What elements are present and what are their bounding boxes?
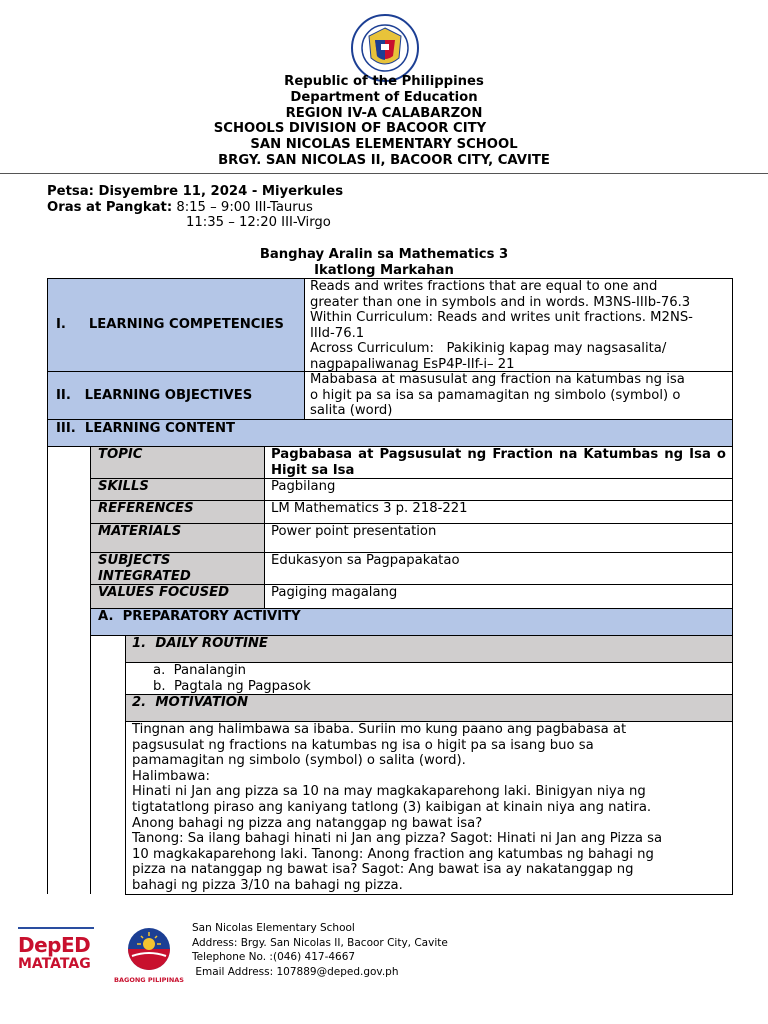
bagong-pilipinas-emblem-icon <box>110 926 188 972</box>
motivation-line: Tingnan ang halimbawa sa ibaba. Suriin mo kung paano ang pagbabasa at <box>132 722 627 737</box>
bagong-pilipinas-logo <box>110 926 188 984</box>
row-references-label: REFERENCES <box>90 500 265 524</box>
footer-email: Email Address: 107889@deped.gov.ph <box>192 965 399 978</box>
date-label: Petsa: Disyembre 11, 2024 - Miyerkules <box>47 184 344 199</box>
content-label <box>47 419 733 447</box>
footer-contact <box>192 921 448 979</box>
header-region: REGION IV-A CALABARZON <box>285 106 483 121</box>
title-line-1: Banghay Aralin sa Mathematics 3 <box>259 247 509 262</box>
motivation-label-text: 2. MOTIVATION <box>132 695 249 710</box>
motivation-line: Anong bahagi ng pizza ang natanggap ng bawat isa? <box>132 815 483 831</box>
motivation-line: pizza na natanggap ng bawat isa? Sagot: Ang bawat isa ay nakatanggap ng <box>132 862 634 878</box>
footer-address: Address: Brgy. San Nicolas II, Bacoor City, Cavite <box>192 936 448 949</box>
competency-line: greater than one in symbols and in words. M3NS-IIIb-76.3 <box>310 294 691 310</box>
row-topic-label: TOPIC <box>90 446 265 479</box>
row-materials-label: MATERIALS <box>90 523 265 553</box>
motivation-line: tigtatatlong piraso ang kaniyang tatlong (3) kaibigan at kinain niya ang natira. <box>132 799 652 815</box>
preparatory-left-border <box>90 635 91 894</box>
time-slot-2: 11:35 – 12:20 III-Virgo <box>186 215 331 231</box>
deped-matatag-logo <box>18 930 98 980</box>
deped-seal-icon <box>351 14 419 82</box>
time-row <box>47 200 343 216</box>
competency-line: Reads and writes fractions that are equal to one and <box>310 279 658 294</box>
motivation-line: 10 magkakaparehong laki. Tanong: Anong fraction ang katumbas ng bahagi ng <box>132 846 654 862</box>
motivation-line: pamamagitan ng simbolo (symbol) o salita (word). <box>132 753 466 769</box>
row-topic-value: Pagbabasa at Pagsusulat ng Fraction na Katumbas ng Isa o Higit sa Isa <box>264 446 733 479</box>
preparatory-label-text: A. PREPARATORY ACTIVITY <box>98 609 301 624</box>
motivation-line: pagsusulat ng fractions na katumbas ng isa o higit pa sa isang buo sa <box>132 737 594 753</box>
objectives-label <box>47 371 305 420</box>
daily-routine-items <box>125 662 733 695</box>
objectives-text <box>304 371 733 420</box>
motivation-line: Hinati ni Jan ang pizza sa 10 na may magkakaparehong laki. Binigyan niya ng <box>132 784 646 800</box>
row-subjects-label: SUBJECTS INTEGRATED <box>90 552 265 585</box>
row-values-value: Pagiging magalang <box>264 584 733 609</box>
daily-routine-label-text: 1. DAILY ROUTINE <box>132 636 268 651</box>
header-school: SAN NICOLAS ELEMENTARY SCHOOL <box>250 137 518 152</box>
motivation-line: bahagi ng pizza 3/10 na bahagi ng pizza. <box>132 877 403 893</box>
routine-item: b. Pagtala ng Pagpasok <box>153 678 311 694</box>
objective-line: Mababasa at masusulat ang fraction na katumbas ng isa <box>310 372 685 387</box>
daily-routine-label <box>125 635 733 663</box>
lesson-title <box>0 247 768 278</box>
header-address: BRGY. SAN NICOLAS II, BACOOR CITY, CAVITE <box>218 153 550 168</box>
motivation-label <box>125 694 733 722</box>
title-line-2: Ikatlong Markahan <box>314 262 454 278</box>
competency-line: Across Curriculum: Pakikinig kapag may nagsasalita/ <box>310 341 667 357</box>
competencies-label-text: I. LEARNING COMPETENCIES <box>56 317 284 333</box>
footer-phone: Telephone No. :(046) 417-4667 <box>192 951 356 964</box>
routine-item: a. Panalangin <box>153 663 247 678</box>
row-materials-value: Power point presentation <box>264 523 733 553</box>
row-skills-label: SKILLS <box>90 478 265 501</box>
header-republic: Republic of the Philippines <box>284 74 484 89</box>
competencies-label <box>47 278 305 372</box>
motivation-line: Tanong: Sa ilang bahagi hinati ni Jan ang pizza? Sagot: Hinati ni Jan ang Pizza sa <box>132 831 663 847</box>
footer-school: San Nicolas Elementary School <box>192 922 355 934</box>
time-slot-1: 8:15 – 9:00 III-Taurus <box>172 199 313 215</box>
objective-line: o higit pa sa isa sa pamamagitan ng simbolo (symbol) o <box>310 387 681 403</box>
motivation-line: Halimbawa: <box>132 768 210 784</box>
preparatory-activity-label <box>90 608 733 636</box>
lesson-meta <box>47 184 343 231</box>
row-values-label: VALUES FOCUSED <box>90 584 265 609</box>
row-skills-value: Pagbilang <box>264 478 733 501</box>
competency-line: nagpapaliwanag EsP4P-IIf-i– 21 <box>310 356 515 372</box>
row-subjects-value: Edukasyon sa Pagpapakatao <box>264 552 733 585</box>
row-references-value: LM Mathematics 3 p. 218-221 <box>264 500 733 524</box>
content-left-border <box>47 446 48 894</box>
time-label: Oras at Pangkat: <box>47 199 173 215</box>
content-label-text: III. LEARNING CONTENT <box>56 421 236 436</box>
competency-line: Within Curriculum: Reads and writes unit fractions. M2NS- <box>310 310 693 326</box>
header-divider <box>0 173 768 174</box>
footer-rule <box>18 927 94 929</box>
bagong-pilipinas-text: BAGONG PILIPINAS <box>114 976 184 984</box>
competencies-text <box>304 278 733 372</box>
matatag-logo-text: MATATAG <box>18 956 91 972</box>
competency-line: IIId-76.1 <box>310 325 365 341</box>
objective-line: salita (word) <box>310 403 393 419</box>
header-division: SCHOOLS DIVISION OF BACOOR CITY <box>213 121 487 136</box>
header-department: Department of Education <box>290 90 478 105</box>
deped-logo-text: DepED <box>18 933 91 957</box>
motivation-text <box>125 721 733 895</box>
objectives-label-text: II. LEARNING OBJECTIVES <box>56 387 253 403</box>
